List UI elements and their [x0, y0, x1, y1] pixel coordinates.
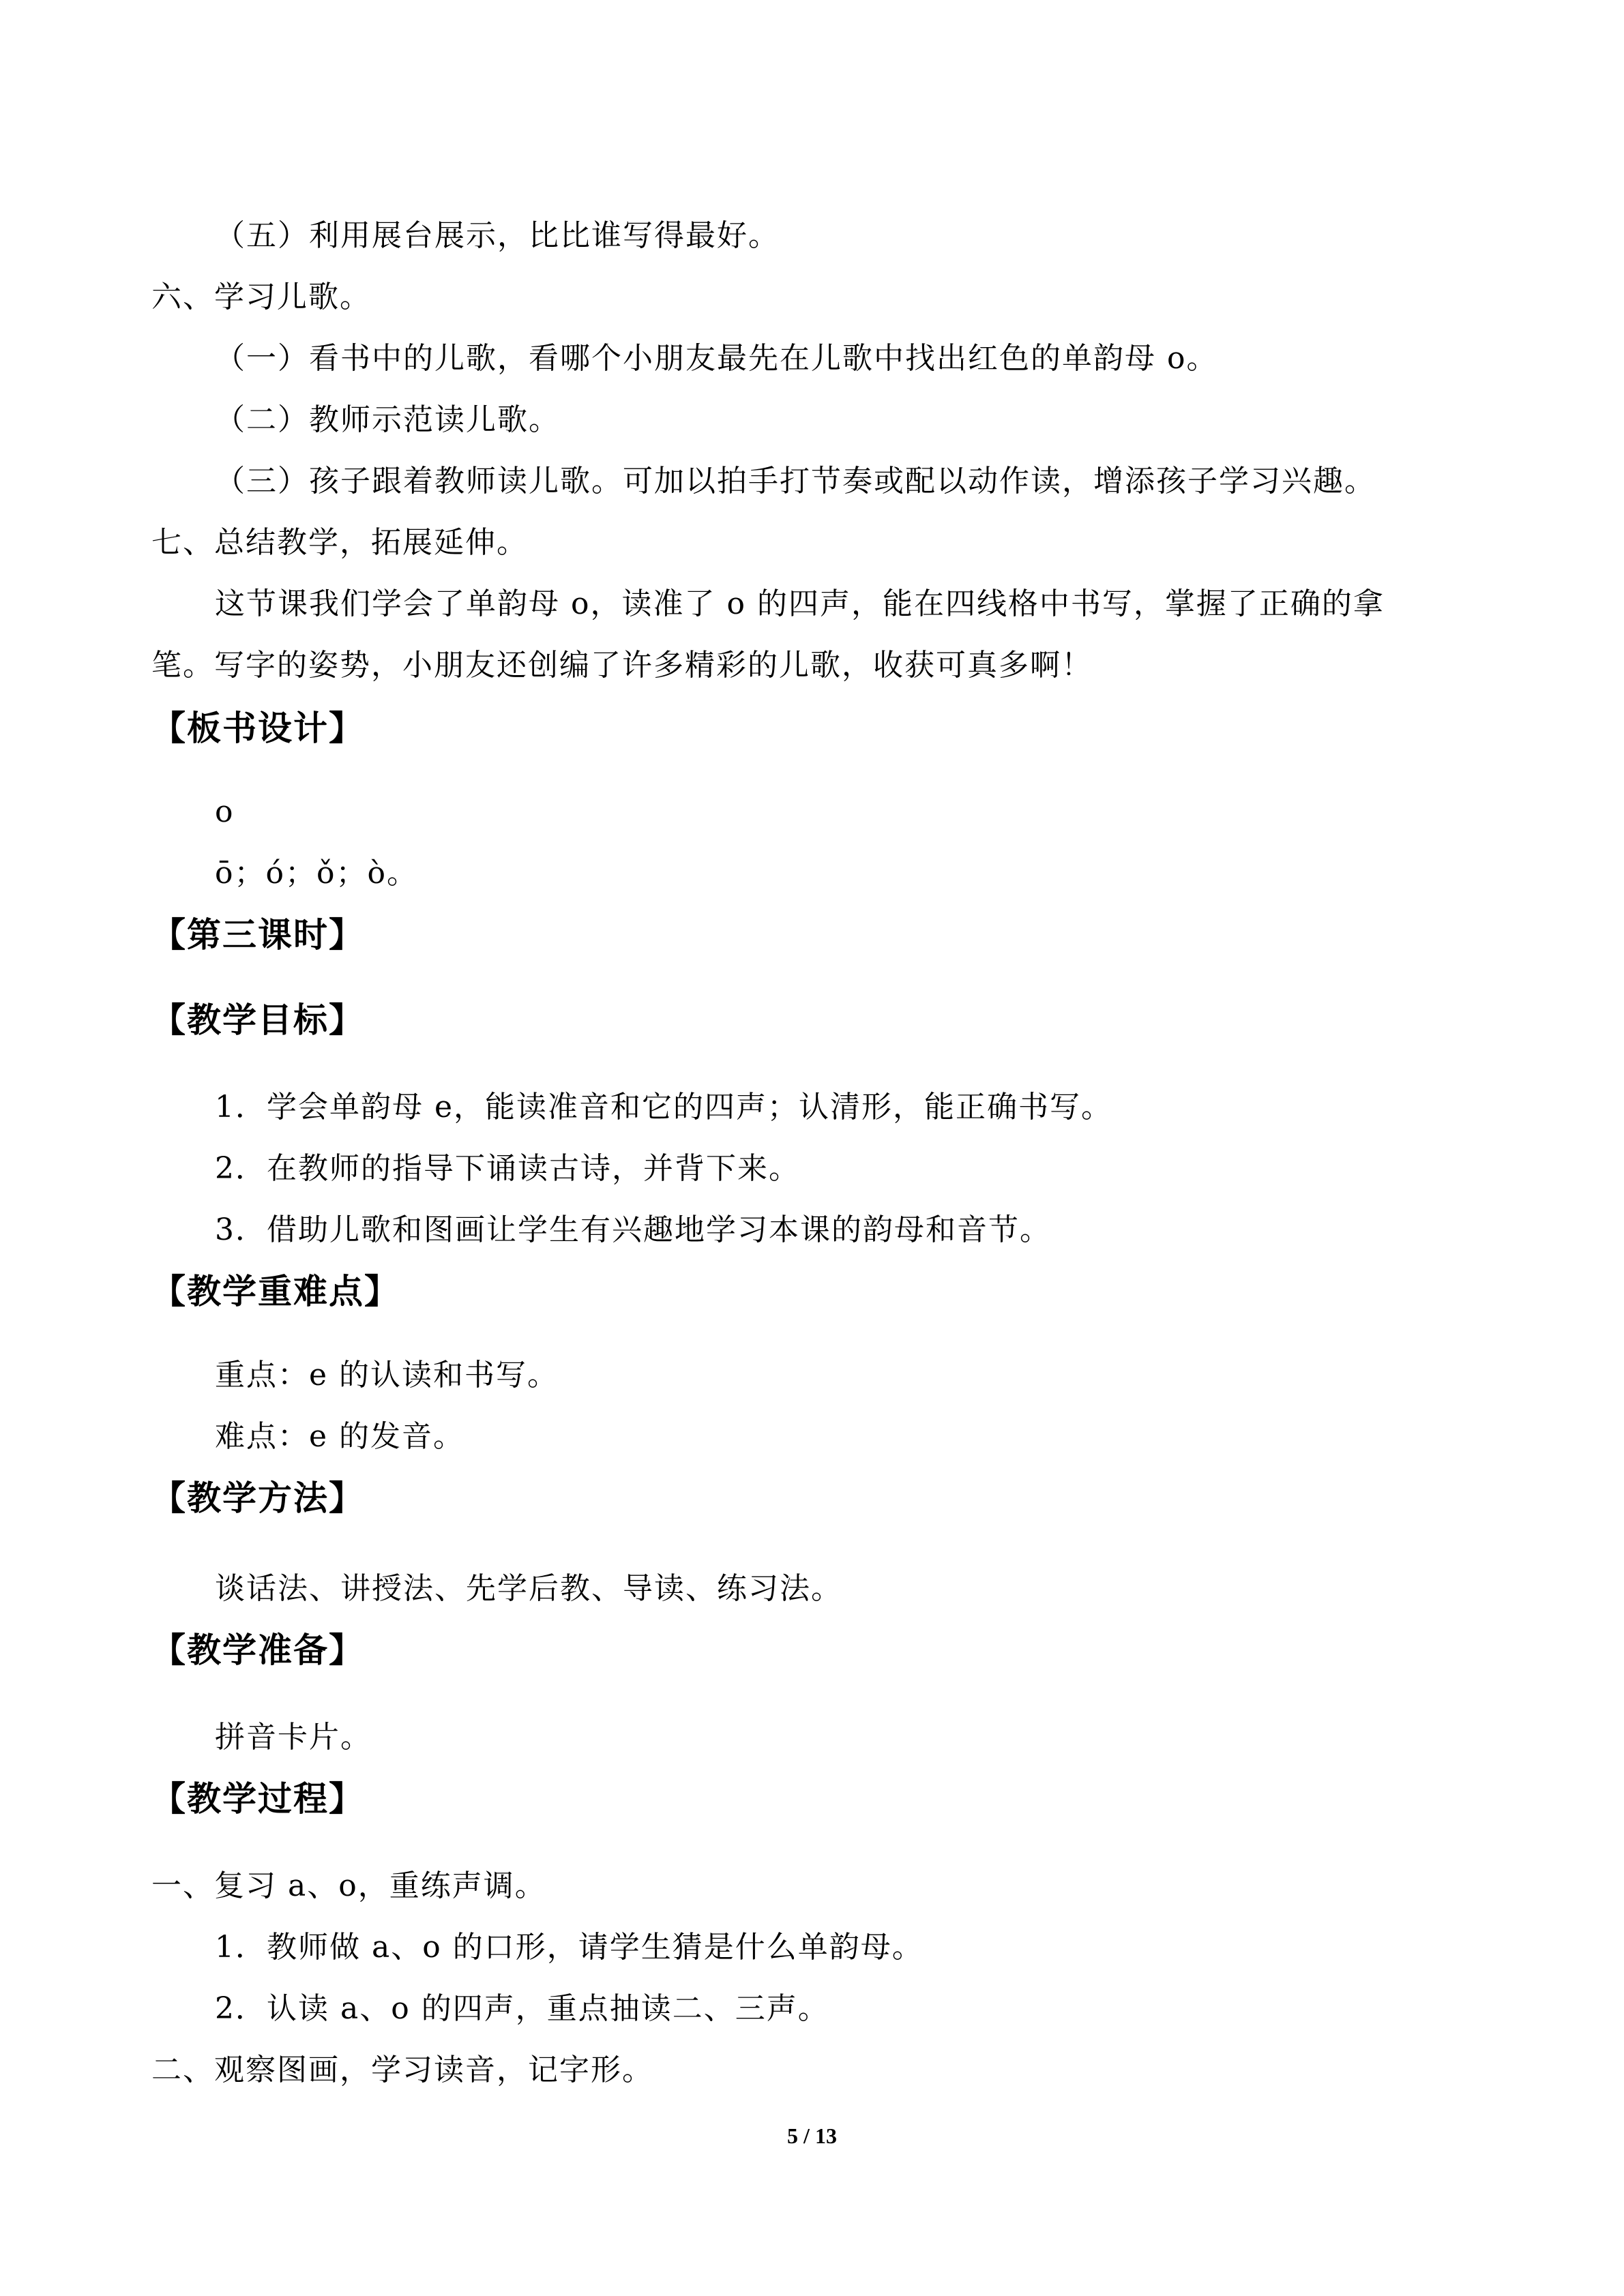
paragraph: 这节课我们学会了单韵母 o，读准了 o 的四声，能在四线格中书写，掌握了正确的拿: [215, 586, 1385, 621]
goal-item: 2．在教师的指导下诵读古诗，并背下来。: [215, 1151, 800, 1186]
process-substep: 1．教师做 a、o 的口形，请学生猜是什么单韵母。: [215, 1930, 924, 1965]
heading-key-difficult: 【教学重难点】: [151, 1272, 400, 1311]
process-step: 一、复习 a、o，重练声调。: [151, 1868, 546, 1903]
paragraph: （五）利用展台展示，比比谁写得最好。: [215, 218, 780, 253]
process-substep: 2．认读 a、o 的四声，重点抽读二、三声。: [215, 1991, 829, 2026]
board-tones: ō；ó；ǒ；ò。: [215, 856, 418, 891]
goal-item: 3．借助儿歌和图画让学生有兴趣地学习本课的韵母和音节。: [215, 1212, 1051, 1247]
heading-teaching-goals: 【教学目标】: [151, 1000, 364, 1040]
prep-text: 拼音卡片。: [215, 1720, 372, 1755]
paragraph: （二）教师示范读儿歌。: [215, 402, 560, 437]
heading-teaching-methods: 【教学方法】: [151, 1478, 364, 1518]
page-number: 5 / 13: [787, 2123, 837, 2148]
heading-third-lesson: 【第三课时】: [151, 915, 364, 955]
key-point: 重点：e 的认读和书写。: [215, 1358, 559, 1392]
methods-text: 谈话法、讲授法、先学后教、导读、练习法。: [215, 1571, 842, 1606]
section-title: 七、总结教学，拓展延伸。: [151, 525, 528, 560]
heading-teaching-prep: 【教学准备】: [151, 1630, 364, 1670]
heading-board-design: 【板书设计】: [151, 709, 364, 748]
heading-teaching-process: 【教学过程】: [151, 1779, 364, 1819]
section-title: 六、学习儿歌。: [151, 280, 371, 314]
goal-item: 1．学会单韵母 e，能读准音和它的四声；认清形，能正确书写。: [215, 1090, 1113, 1124]
process-step: 二、观察图画，学习读音，记字形。: [151, 2053, 653, 2087]
board-letter: o: [215, 794, 235, 829]
paragraph: （一）看书中的儿歌，看哪个小朋友最先在儿歌中找出红色的单韵母 o。: [215, 341, 1218, 376]
paragraph: （三）孩子跟着教师读儿歌。可加以拍手打节奏或配以动作读，增添孩子学习兴趣。: [215, 464, 1376, 498]
difficult-point: 难点：e 的发音。: [215, 1419, 465, 1454]
paragraph: 笔。写字的姿势，小朋友还创编了许多精彩的儿歌，收获可真多啊！: [151, 648, 1093, 683]
